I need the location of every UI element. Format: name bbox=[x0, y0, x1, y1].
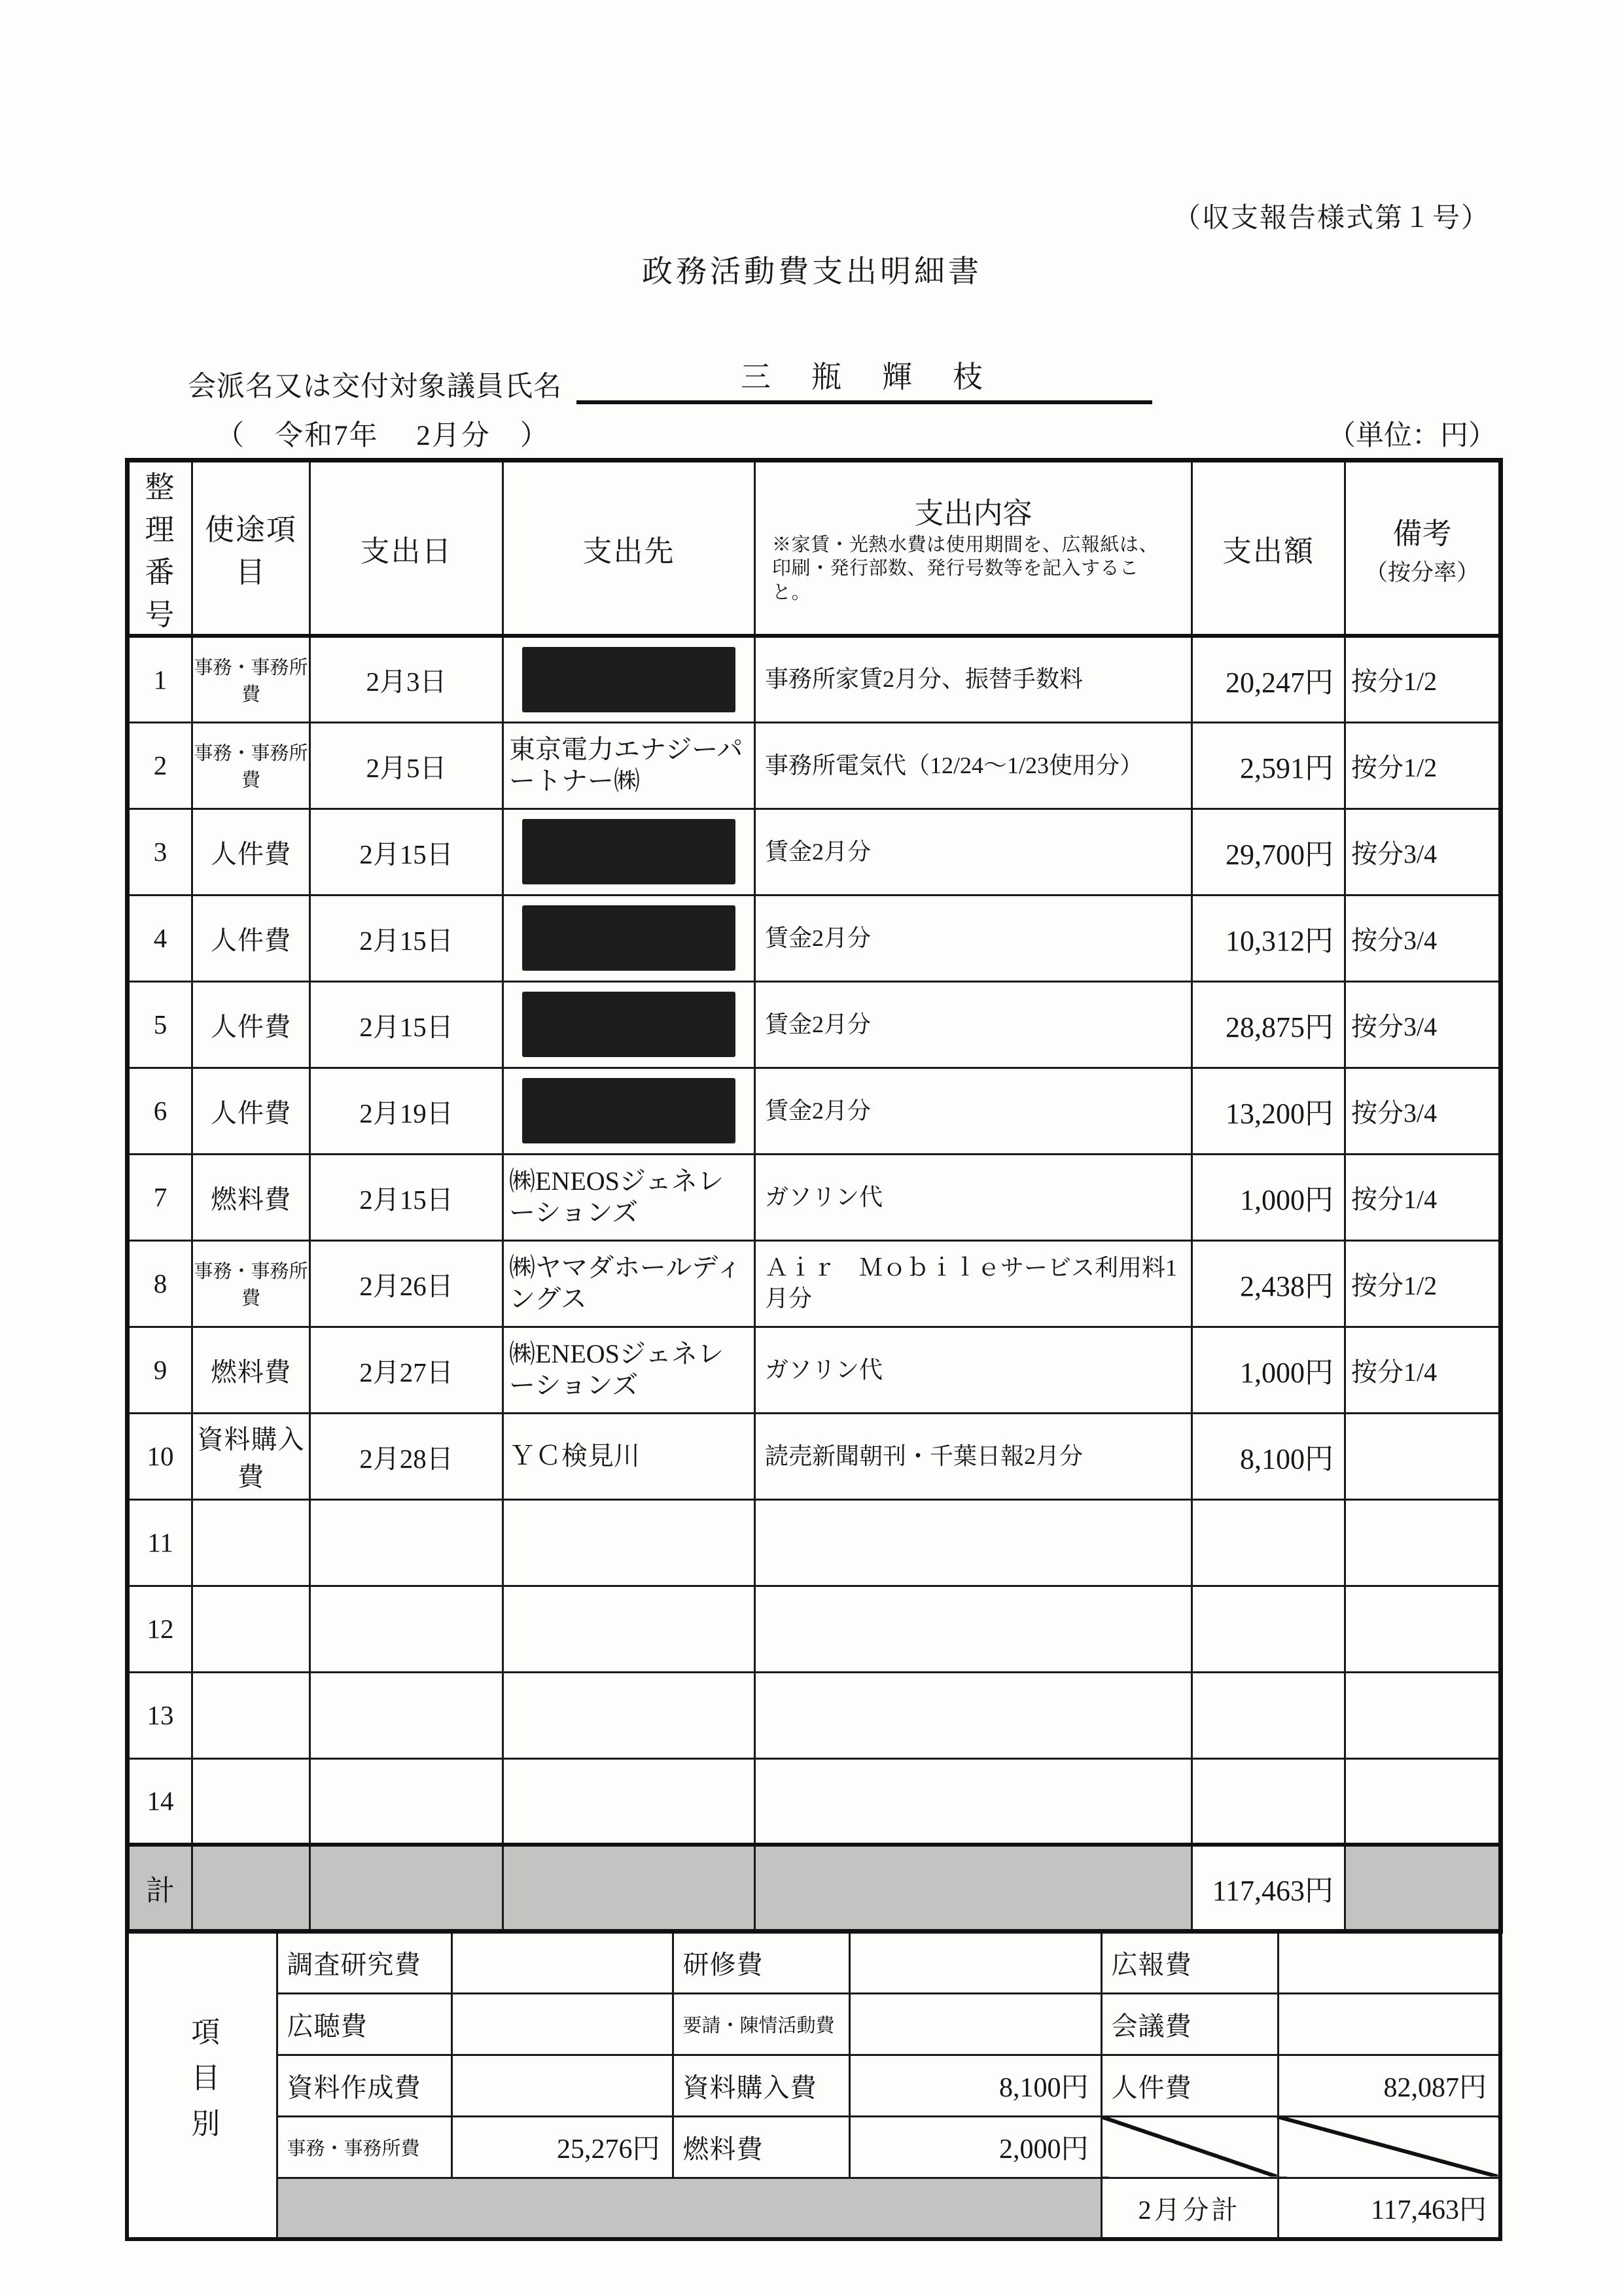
detail-cell: 事務所家賃2月分、振替手数料 bbox=[755, 636, 1192, 722]
summary-label: 要請・陳情活動費 bbox=[673, 1993, 849, 2055]
payee-cell: 東京電力エナジーパートナー㈱ bbox=[503, 722, 755, 809]
date-cell: 2月15日 bbox=[310, 1154, 503, 1240]
date-cell: 2月3日 bbox=[310, 636, 503, 722]
payee-cell bbox=[503, 809, 755, 895]
amount-cell: 2,438円 bbox=[1192, 1240, 1345, 1327]
row-number: 5 bbox=[128, 981, 192, 1068]
date-cell: 2月15日 bbox=[310, 809, 503, 895]
expense-row bbox=[128, 895, 1501, 981]
total-label: 計 bbox=[128, 1845, 192, 1931]
member-name-line bbox=[188, 353, 1152, 404]
category-cell: 人件費 bbox=[192, 981, 310, 1068]
note-cell bbox=[1345, 1413, 1501, 1499]
category-cell: 燃料費 bbox=[192, 1154, 310, 1240]
row-number: 10 bbox=[128, 1413, 192, 1499]
category-cell: 人件費 bbox=[192, 895, 310, 981]
note-cell bbox=[1345, 1499, 1501, 1586]
unit-note: （単位：円） bbox=[1328, 421, 1496, 451]
row-number: 8 bbox=[128, 1240, 192, 1327]
form-style-note: （収支報告様式第１号） bbox=[1173, 203, 1490, 234]
summary-label: 事務・事務所費 bbox=[277, 2116, 451, 2178]
row-number: 1 bbox=[128, 636, 192, 722]
payee-cell bbox=[503, 1499, 755, 1586]
detail-cell bbox=[755, 1586, 1192, 1672]
total-shaded-cell bbox=[503, 1845, 755, 1931]
expense-detail-table bbox=[125, 458, 1503, 1934]
row-number: 4 bbox=[128, 895, 192, 981]
summary-value bbox=[849, 1993, 1101, 2055]
row-number: 9 bbox=[128, 1327, 192, 1413]
summary-label: 研修費 bbox=[673, 1932, 849, 1993]
category-cell bbox=[192, 1758, 310, 1845]
summary-row-header bbox=[127, 1932, 277, 2239]
row-number: 7 bbox=[128, 1154, 192, 1240]
date-cell: 2月19日 bbox=[310, 1068, 503, 1154]
detail-cell bbox=[755, 1499, 1192, 1586]
note-cell bbox=[1345, 1758, 1501, 1845]
expense-row bbox=[128, 981, 1501, 1068]
redaction-box bbox=[522, 647, 735, 712]
note-cell bbox=[1345, 1672, 1501, 1758]
detail-cell: 賃金2月分 bbox=[755, 895, 1192, 981]
page-title: 政務活動費支出明細書 bbox=[642, 255, 982, 289]
note-cell: 按分3/4 bbox=[1345, 1068, 1501, 1154]
summary-label: 会議費 bbox=[1101, 1993, 1278, 2055]
remarks-header-title: 備考 bbox=[1392, 517, 1452, 550]
note-cell: 按分3/4 bbox=[1345, 809, 1501, 895]
amount-cell bbox=[1192, 1586, 1345, 1672]
total-row bbox=[128, 1845, 1501, 1931]
detail-cell bbox=[755, 1672, 1192, 1758]
summary-value bbox=[451, 2055, 673, 2116]
amount-cell: 8,100円 bbox=[1192, 1413, 1345, 1499]
total-shaded-cell bbox=[310, 1845, 503, 1931]
payee-cell: ㈱ENEOSジェネレーションズ bbox=[503, 1327, 755, 1413]
expense-row bbox=[128, 1068, 1501, 1154]
date-cell bbox=[310, 1672, 503, 1758]
category-cell: 事務・事務所費 bbox=[192, 722, 310, 809]
detail-cell: ガソリン代 bbox=[755, 1327, 1192, 1413]
amount-cell: 29,700円 bbox=[1192, 809, 1345, 895]
category-summary-table bbox=[125, 1930, 1502, 2241]
payee-cell bbox=[503, 895, 755, 981]
total-amount: 117,463円 bbox=[1192, 1845, 1345, 1931]
total-shaded-cell bbox=[1345, 1845, 1501, 1931]
note-cell bbox=[1345, 1586, 1501, 1672]
summary-label: 燃料費 bbox=[673, 2116, 849, 2178]
category-cell bbox=[192, 1499, 310, 1586]
col-header-amount: 支出額 bbox=[1192, 461, 1345, 636]
remarks-header-sub: （按分率） bbox=[1364, 559, 1479, 585]
category-cell: 事務・事務所費 bbox=[192, 1240, 310, 1327]
col-header-payee: 支出先 bbox=[503, 461, 755, 636]
member-name-value: 三 瓶 輝 枝 bbox=[576, 353, 1152, 404]
summary-label: 広聴費 bbox=[277, 1993, 451, 2055]
payee-cell: ㈱ENEOSジェネレーションズ bbox=[503, 1154, 755, 1240]
summary-value: 8,100円 bbox=[849, 2055, 1101, 2116]
monthly-total-label: 2月分計 bbox=[1101, 2178, 1278, 2239]
monthly-total-value: 117,463円 bbox=[1278, 2178, 1500, 2239]
row-number: 11 bbox=[128, 1499, 192, 1586]
summary-value bbox=[451, 1993, 673, 2055]
note-cell: 按分3/4 bbox=[1345, 981, 1501, 1068]
payee-cell bbox=[503, 1068, 755, 1154]
col-header-detail bbox=[755, 461, 1192, 636]
detail-header-note: ※家賃・光熱水費は使用期間を、広報紙は、印刷・発行部数、発行号数等を記入すること。 bbox=[772, 534, 1159, 603]
amount-cell: 1,000円 bbox=[1192, 1154, 1345, 1240]
detail-cell: 読売新聞朝刊・千葉日報2月分 bbox=[755, 1413, 1192, 1499]
member-name-label: 会派名又は交付対象議員氏名 bbox=[188, 372, 562, 402]
category-cell: 燃料費 bbox=[192, 1327, 310, 1413]
note-cell: 按分1/4 bbox=[1345, 1154, 1501, 1240]
col-header-remarks bbox=[1345, 461, 1501, 636]
redaction-box bbox=[522, 819, 735, 884]
expense-row bbox=[128, 1154, 1501, 1240]
crossed-out-cell bbox=[1101, 2116, 1278, 2178]
amount-cell bbox=[1192, 1672, 1345, 1758]
note-cell: 按分3/4 bbox=[1345, 895, 1501, 981]
redaction-box bbox=[522, 905, 735, 971]
col-header-category: 使途項目 bbox=[192, 461, 310, 636]
amount-cell: 2,591円 bbox=[1192, 722, 1345, 809]
note-cell: 按分1/2 bbox=[1345, 636, 1501, 722]
date-cell: 2月28日 bbox=[310, 1413, 503, 1499]
expense-row bbox=[128, 1672, 1501, 1758]
category-cell bbox=[192, 1586, 310, 1672]
payee-cell bbox=[503, 1758, 755, 1845]
detail-cell: ガソリン代 bbox=[755, 1154, 1192, 1240]
summary-row bbox=[127, 1932, 1500, 1993]
date-cell: 2月26日 bbox=[310, 1240, 503, 1327]
summary-value bbox=[1278, 1993, 1500, 2055]
redaction-box bbox=[522, 992, 735, 1057]
payee-cell bbox=[503, 1672, 755, 1758]
amount-cell: 10,312円 bbox=[1192, 895, 1345, 981]
amount-cell: 13,200円 bbox=[1192, 1068, 1345, 1154]
payee-cell bbox=[503, 1586, 755, 1672]
amount-cell bbox=[1192, 1758, 1345, 1845]
category-cell: 人件費 bbox=[192, 1068, 310, 1154]
payee-cell bbox=[503, 636, 755, 722]
detail-cell: Ａｉｒ Ｍｏｂｉｌｅサービス利用料1月分 bbox=[755, 1240, 1192, 1327]
expense-row bbox=[128, 1499, 1501, 1586]
redaction-box bbox=[522, 1078, 735, 1143]
expense-row bbox=[128, 1240, 1501, 1327]
summary-shaded-bar bbox=[277, 2178, 1101, 2239]
row-number: 14 bbox=[128, 1758, 192, 1845]
expense-row bbox=[128, 636, 1501, 722]
summary-label: 広報費 bbox=[1101, 1932, 1278, 1993]
detail-cell: 賃金2月分 bbox=[755, 981, 1192, 1068]
category-cell bbox=[192, 1672, 310, 1758]
payee-cell bbox=[503, 981, 755, 1068]
expense-row bbox=[128, 1413, 1501, 1499]
expense-row bbox=[128, 1586, 1501, 1672]
summary-row bbox=[127, 2116, 1500, 2178]
summary-label: 調査研究費 bbox=[277, 1932, 451, 1993]
payee-cell: ＹＣ検見川 bbox=[503, 1413, 755, 1499]
row-number: 6 bbox=[128, 1068, 192, 1154]
summary-label: 資料作成費 bbox=[277, 2055, 451, 2116]
col-header-number: 整理番号 bbox=[128, 461, 192, 636]
expense-row bbox=[128, 1327, 1501, 1413]
summary-value bbox=[849, 1932, 1101, 1993]
summary-value bbox=[1278, 1932, 1500, 1993]
expense-row bbox=[128, 1758, 1501, 1845]
category-cell: 人件費 bbox=[192, 809, 310, 895]
date-cell: 2月15日 bbox=[310, 981, 503, 1068]
detail-cell: 事務所電気代（12/24〜1/23使用分） bbox=[755, 722, 1192, 809]
summary-value: 82,087円 bbox=[1278, 2055, 1500, 2116]
summary-row bbox=[127, 1993, 1500, 2055]
note-cell: 按分1/2 bbox=[1345, 722, 1501, 809]
summary-label: 資料購入費 bbox=[673, 2055, 849, 2116]
date-cell bbox=[310, 1586, 503, 1672]
category-cell: 資料購入費 bbox=[192, 1413, 310, 1499]
table-header-row bbox=[128, 461, 1501, 636]
expense-row bbox=[128, 809, 1501, 895]
date-cell: 2月15日 bbox=[310, 895, 503, 981]
detail-cell bbox=[755, 1758, 1192, 1845]
total-shaded-cell bbox=[192, 1845, 310, 1931]
report-period: （ 令和7年 2月分 ） bbox=[216, 421, 550, 451]
row-number: 13 bbox=[128, 1672, 192, 1758]
col-header-date: 支出日 bbox=[310, 461, 503, 636]
category-cell: 事務・事務所費 bbox=[192, 636, 310, 722]
date-cell bbox=[310, 1758, 503, 1845]
summary-total-row bbox=[127, 2178, 1500, 2239]
total-shaded-cell bbox=[755, 1845, 1192, 1931]
note-cell: 按分1/2 bbox=[1345, 1240, 1501, 1327]
note-cell: 按分1/4 bbox=[1345, 1327, 1501, 1413]
detail-cell: 賃金2月分 bbox=[755, 1068, 1192, 1154]
summary-value: 2,000円 bbox=[849, 2116, 1101, 2178]
amount-cell: 1,000円 bbox=[1192, 1327, 1345, 1413]
detail-header-title: 支出内容 bbox=[914, 497, 1033, 531]
summary-value: 25,276円 bbox=[451, 2116, 673, 2178]
date-cell bbox=[310, 1499, 503, 1586]
row-number: 12 bbox=[128, 1586, 192, 1672]
amount-cell: 28,875円 bbox=[1192, 981, 1345, 1068]
date-cell: 2月27日 bbox=[310, 1327, 503, 1413]
expense-row bbox=[128, 722, 1501, 809]
amount-cell bbox=[1192, 1499, 1345, 1586]
summary-value bbox=[451, 1932, 673, 1993]
summary-row bbox=[127, 2055, 1500, 2116]
amount-cell: 20,247円 bbox=[1192, 636, 1345, 722]
crossed-out-cell bbox=[1278, 2116, 1500, 2178]
date-cell: 2月5日 bbox=[310, 722, 503, 809]
row-number: 2 bbox=[128, 722, 192, 809]
summary-row-header-text: 項目別 bbox=[186, 2017, 219, 2154]
summary-label: 人件費 bbox=[1101, 2055, 1278, 2116]
row-number: 3 bbox=[128, 809, 192, 895]
detail-cell: 賃金2月分 bbox=[755, 809, 1192, 895]
payee-cell: ㈱ヤマダホールディングス bbox=[503, 1240, 755, 1327]
